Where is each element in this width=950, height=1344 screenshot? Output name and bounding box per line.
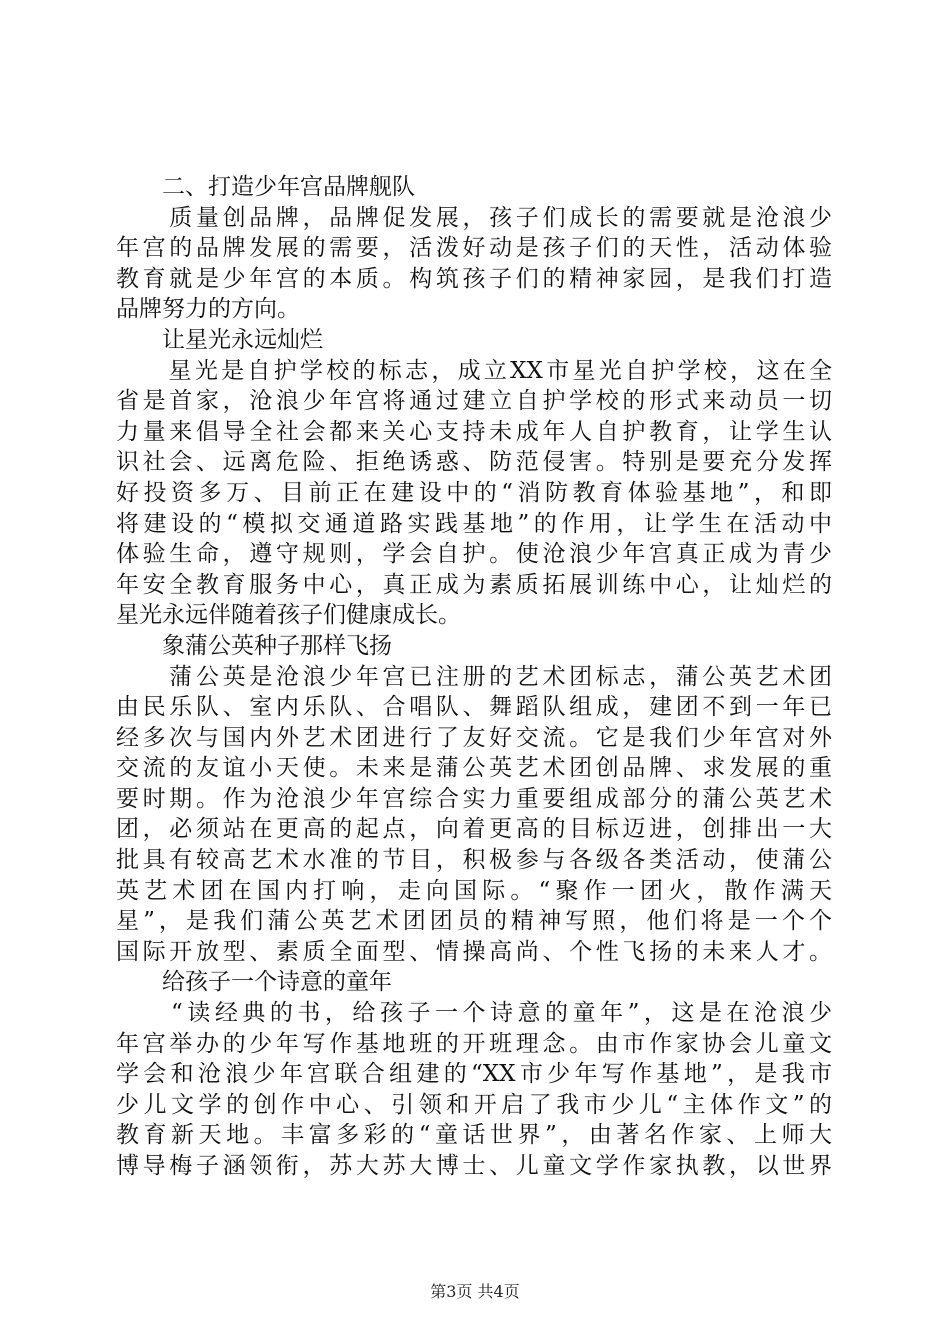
text-line: 教育新天地。丰富多彩的“童话世界”，由著名作家、上师大: [116, 1122, 832, 1149]
text-line: 识社会、远离危险、拒绝诱惑、防范侵害。特别是要充分发挥: [116, 449, 832, 476]
text-line: 教育就是少年宫的本质。构筑孩子们的精神家园，是我们打造: [116, 265, 832, 292]
text-line: “读经典的书，给孩子一个诗意的童年”，这是在沧浪少: [116, 1000, 832, 1027]
text-line: 好投资多万、目前正在建设中的“消防教育体验基地”，和即: [116, 479, 832, 506]
text-line: 省是首家，沧浪少年宫将通过建立自护学校的形式来动员一切: [116, 388, 832, 415]
text-line: 蒲公英是沧浪少年宫已注册的艺术团标志，蒲公英艺术团: [116, 663, 832, 690]
text-line: 年宫举办的少年写作基地班的开班理念。由市作家协会儿童文: [116, 1030, 832, 1057]
text-line: 质量创品牌，品牌促发展，孩子们成长的需要就是沧浪少: [116, 204, 832, 231]
text-line: 将建设的“模拟交通道路实践基地”的作用，让学生在活动中: [116, 510, 832, 537]
text-line: 博导梅子涵领衔，苏大苏大博士、儿童文学作家执教，以世界: [116, 1153, 832, 1179]
text-line: 体验生命，遵守规则，学会自护。使沧浪少年宫真正成为青少: [116, 541, 832, 568]
text-line: 由民乐队、室内乐队、合唱队、舞蹈队组成，建团不到一年已: [116, 694, 832, 721]
text-line: 二、打造少年宫品牌舰队: [116, 174, 415, 200]
text-line: 年宫的品牌发展的需要，活泼好动是孩子们的天性，活动体验: [116, 235, 832, 262]
text-line: 年安全教育服务中心，真正成为素质拓展训练中心，让灿烂的: [116, 571, 832, 598]
text-line: 批具有较高艺术水准的节目，积极参与各级各类活动，使蒲公: [116, 847, 832, 874]
page-footer: 第3页 共4页: [430, 1282, 520, 1301]
text-line: 品牌努力的方向。: [116, 296, 300, 323]
text-line: 星光永远伴随着孩子们健康成长。: [116, 602, 461, 629]
text-line: 星”，是我们蒲公英艺术团团员的精神写照，他们将是一个个: [116, 908, 832, 935]
text-line: 国际开放型、素质全面型、情操高尚、个性飞扬的未来人才。: [116, 938, 832, 965]
document-body: [116, 172, 832, 1182]
text-line: 让星光永远灿烂: [116, 326, 323, 353]
text-line: 给孩子一个诗意的童年: [116, 969, 392, 996]
text-line: 交流的友谊小天使。未来是蒲公英艺术团创品牌、求发展的重: [116, 755, 832, 782]
text-line: 英艺术团在国内打响，走向国际。“聚作一团火，散作满天: [116, 877, 832, 904]
text-line: 力量来倡导全社会都来关心支持未成年人自护教育，让学生认: [116, 418, 832, 445]
text-line: 少儿文学的创作中心、引领和开启了我市少儿“主体作文”的: [116, 1091, 832, 1118]
text-line: 星光是自护学校的标志，成立XX市星光自护学校，这在全: [116, 357, 832, 384]
text-line: 象蒲公英种子那样飞扬: [116, 632, 392, 659]
text-line: 要时期。作为沧浪少年宫综合实力重要组成部分的蒲公英艺术: [116, 785, 832, 812]
text-line: 团，必须站在更高的起点，向着更高的目标迈进，创排出一大: [116, 816, 832, 843]
text-line: 经多次与国内外艺术团进行了友好交流。它是我们少年宫对外: [116, 724, 832, 751]
text-line: 学会和沧浪少年宫联合组建的“XX市少年写作基地”，是我市: [116, 1061, 832, 1088]
